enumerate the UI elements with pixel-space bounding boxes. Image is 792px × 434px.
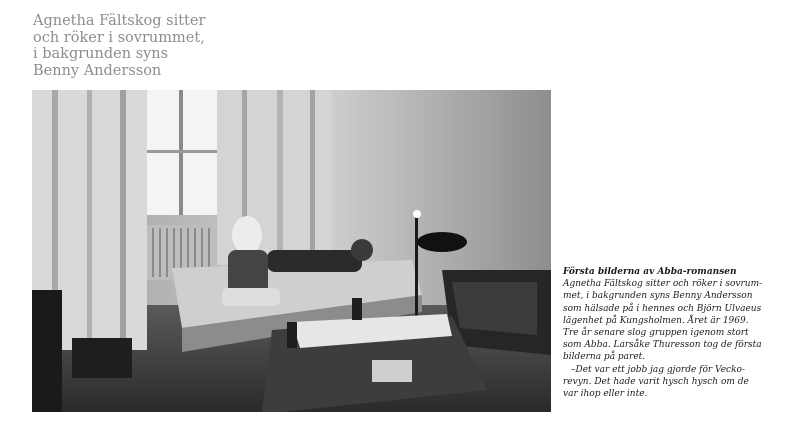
photograph-image [32,90,551,412]
photo-caption [563,266,788,400]
headline-line: och röker i sovrummet, [33,29,205,46]
caption-line: met, i bakgrunden syns Benny Andersson [563,291,753,302]
caption-quote-line: –Det var ett jobb jag gjorde för Vecko- [571,364,746,375]
caption-line: som hälsade på i hennes och Björn Ulvaeus [563,303,762,314]
caption-line: lägenhet på Kungsholmen. Året är 1969. [563,315,749,326]
caption-quote-line: revyn. Det hade varit hysch hysch om de [563,376,749,387]
caption-line: Tre år senare slog gruppen igenom stort [563,328,749,339]
headline [33,13,223,79]
caption-line: bilderna på paret. [563,352,646,363]
headline-line: Benny Andersson [33,62,162,79]
headline-line: i bakgrunden syns [33,46,169,62]
caption-quote-line: var ihop eller inte. [563,389,648,400]
photograph [32,90,551,412]
caption-line: som Abba. Larsåke Thuresson tog de första [563,340,762,351]
headline-line: Agnetha Fältskog sitter [33,13,206,29]
caption-line: Agnetha Fältskog sitter och röker i sovrum- [563,279,763,290]
caption-heading: Första bilderna av Abba-romansen [563,267,737,277]
